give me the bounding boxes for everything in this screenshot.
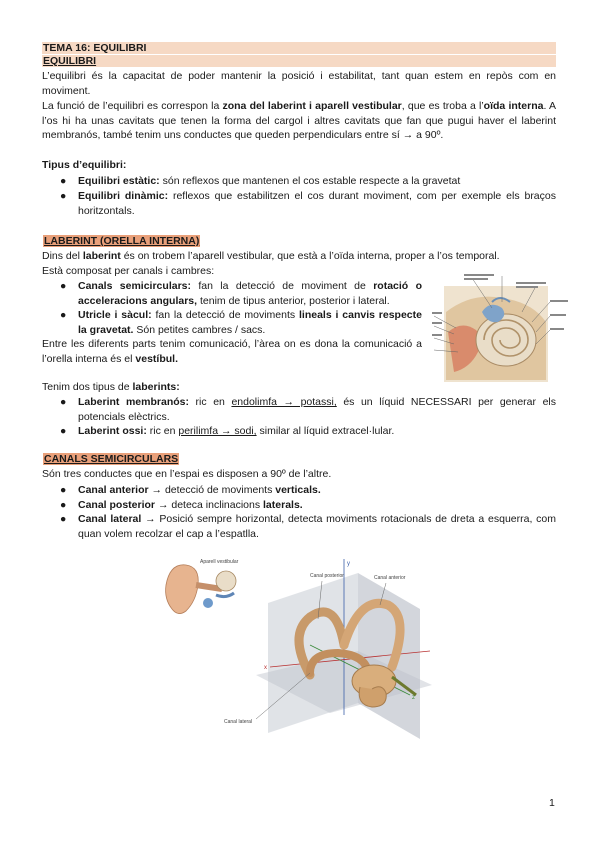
semicircular-canals-illustration	[160, 555, 442, 770]
fig-label-canal-posterior: Canal posterior	[310, 573, 344, 579]
axis-x-label: x	[264, 665, 267, 671]
laberint-paragraph-2: Està composat per canals i cambres:	[42, 265, 215, 277]
cochlea	[476, 314, 536, 366]
laberint-heading: LABERINT (ORELLA INTERNA)	[44, 235, 200, 247]
bullet-icon: ●	[60, 499, 67, 511]
bullet-icon: ●	[60, 484, 67, 496]
axis-y-label: y	[347, 561, 350, 567]
list-item: ● Canal anterior → detecció de moviments verticals.	[60, 484, 321, 496]
bullet-icon: ●	[60, 513, 67, 525]
bullet-icon: ●	[60, 175, 67, 187]
laberint-paragraph-1: Dins del laberint és on trobem l’aparell vestibular, que està a l’oïda interna, proper a l’os temporal.	[42, 250, 500, 262]
list-item: ● Laberint membranós: ric en endolimfa → potassi, és un líquid NECESSARI per generar els potencials elèctrics.	[60, 396, 556, 423]
bullet-icon: ●	[60, 425, 67, 437]
equilibri-paragraph-2: La funció de l’equilibri es correspon la zona del laberint i aparell vestibular, que es troba a l’oïda interna. A l’os hi ha unas cavitats que tenen la forma del cargol i altres cavitats que fan que pugui haver el laberint membranós, també tenim uns conductes que queden perpendiculars entre sí → a 90º.	[42, 100, 556, 142]
cochlea	[359, 687, 386, 707]
canals-paragraph-1: Són tres conductes que en l’espai es disposen a 90º de l’altre.	[42, 468, 332, 480]
canals-heading: CANALS SEMICIRCULARS	[44, 453, 179, 465]
bullet-icon: ●	[60, 396, 67, 408]
list-item: ● Equilibri estàtic: són reflexos que mantenen el cos estable respecte a la gravetat	[60, 175, 461, 187]
fig-label-canal-anterior: Canal anterior	[374, 575, 406, 581]
fig-label-aparell: Aparell vestibular	[200, 559, 239, 565]
laberint-paragraph-3: Entre les diferents parts tenim comunicació, l’àrea on es dona la comunicació a l’orella interna és el vestíbul.	[42, 338, 422, 365]
list-item: ● Laberint ossi: ric en perilimfa → sodi, similar al líquid extracel·lular.	[60, 425, 395, 437]
bullet-icon: ●	[60, 280, 67, 292]
fig-label-canal-lateral: Canal lateral	[224, 719, 253, 725]
doc-title: TEMA 16: EQUILIBRI	[43, 42, 147, 54]
equilibri-heading-band	[42, 55, 556, 67]
equilibri-paragraph-1: L’equilibri és la capacitat de poder mantenir la posició i estabilitat, tant quan estem en repòs com en moviment.	[42, 70, 556, 97]
inner-ear-illustration	[432, 272, 572, 384]
list-item: ● Equilibri dinàmic: reflexos que estabilitzen el cos durant moviment, com per exemple els braços horitzontals.	[60, 190, 556, 217]
list-item: ● Utricle i sàcul: fan la detecció de moviments lineals i canvis respecte la gravetat. Són petites cambres / sacs.	[60, 309, 422, 336]
equilibri-heading: EQUILIBRI	[43, 55, 97, 67]
page-number: 1	[549, 797, 555, 809]
laberint-paragraph-4: Tenim dos tipus de laberints:	[42, 381, 180, 393]
axis-z-label: z	[412, 695, 415, 701]
list-item: ● Canal lateral → Posició sempre horizontal, detecta moviments rotacionals de dreta a esquerra, com quan volem recolzar el cap a l’espatlla.	[60, 513, 556, 540]
ear-inset	[166, 559, 239, 614]
list-item: ● Canals semicirculars: fan la detecció de moviment de rotació o acceleracions angulars, tenim de tipus anterior, posterior i lateral.	[60, 280, 422, 307]
bullet-icon: ●	[60, 309, 67, 321]
types-heading: Tipus d’equilibri:	[42, 159, 127, 171]
list-item: ● Canal posterior → deteca inclinacions laterals.	[60, 499, 303, 511]
bullet-icon: ●	[60, 190, 67, 202]
